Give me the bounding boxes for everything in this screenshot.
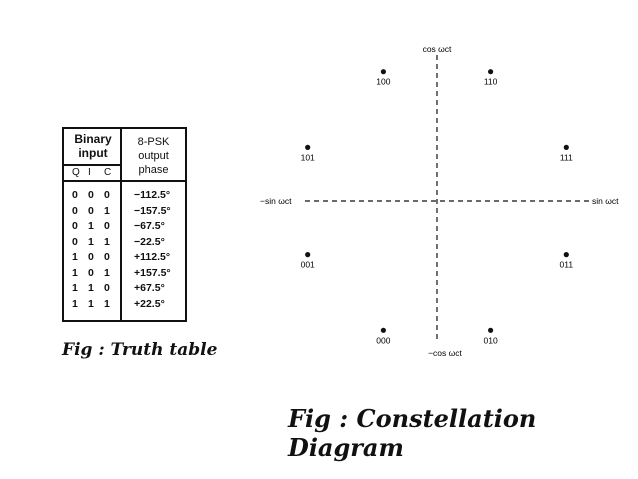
constellation-point-label: 101	[300, 152, 315, 163]
constellation-point-label: 110	[483, 76, 498, 87]
bit-value: 1	[72, 297, 78, 310]
phase-value: −112.5°	[134, 189, 171, 201]
truth-table-caption: Fig : Truth table	[62, 340, 218, 360]
bit-value: 1	[72, 266, 78, 279]
bit-value: 1	[88, 282, 94, 294]
bit-value: 0	[104, 282, 110, 294]
constellation-point	[381, 328, 386, 333]
bit-value: 0	[88, 204, 94, 217]
bit-value: 0	[104, 251, 110, 263]
constellation-point	[305, 145, 310, 150]
bit-value: 1	[72, 251, 78, 263]
constellation-point-label: 111	[559, 152, 573, 163]
bit-value: 1	[104, 235, 110, 248]
bit-value: 0	[104, 189, 110, 201]
constellation-point	[564, 145, 569, 150]
binary-input-header: Binary input	[64, 129, 122, 166]
bit-label-q: Q	[72, 167, 80, 178]
bit-value: 1	[88, 220, 94, 232]
bit-value: 0	[88, 251, 94, 263]
bit-value: 0	[104, 220, 110, 232]
constellation-point	[381, 69, 386, 74]
constellation-point-label: 011	[559, 259, 574, 270]
bit-value: 1	[88, 297, 94, 310]
bit-value: 1	[72, 282, 78, 294]
bit-value: 0	[72, 189, 78, 201]
phase-value: +67.5°	[134, 282, 165, 294]
bit-label-c: C	[104, 167, 112, 178]
phase-value: −67.5°	[134, 220, 165, 232]
bit-value: 1	[104, 266, 110, 279]
constellation-point	[305, 252, 310, 257]
bit-label-i: I	[88, 167, 91, 178]
constellation-point-label: 100	[376, 76, 391, 87]
axis-label-top: cos ωct	[422, 44, 452, 54]
bit-value: 1	[88, 235, 94, 248]
axis-label-left: −sin ωct	[260, 196, 292, 206]
axis-label-right: sin ωct	[592, 196, 619, 206]
bit-value: 0	[72, 235, 78, 248]
bit-value: 0	[88, 189, 94, 201]
constellation-point-label: 010	[483, 335, 498, 346]
phase-value: −157.5°	[134, 204, 171, 217]
constellation-point-label: 000	[376, 335, 391, 346]
bit-value: 0	[72, 204, 78, 217]
constellation-point	[488, 328, 493, 333]
output-phase-header: 8-PSK output phase	[122, 129, 185, 182]
constellation-caption: Fig : Constellation Diagram	[288, 404, 537, 462]
phase-value: +22.5°	[134, 297, 165, 310]
bit-value: 1	[104, 204, 110, 217]
bit-value: 1	[104, 297, 110, 310]
constellation-point	[564, 252, 569, 257]
axis-label-bottom: −cos ωct	[428, 348, 462, 358]
bit-value: 0	[72, 220, 78, 232]
constellation-point-label: 001	[300, 259, 315, 270]
bit-value: 0	[88, 266, 94, 279]
phase-value: +112.5°	[134, 251, 171, 263]
phase-value: +157.5°	[134, 266, 171, 279]
constellation-point	[488, 69, 493, 74]
phase-value: −22.5°	[134, 235, 165, 248]
